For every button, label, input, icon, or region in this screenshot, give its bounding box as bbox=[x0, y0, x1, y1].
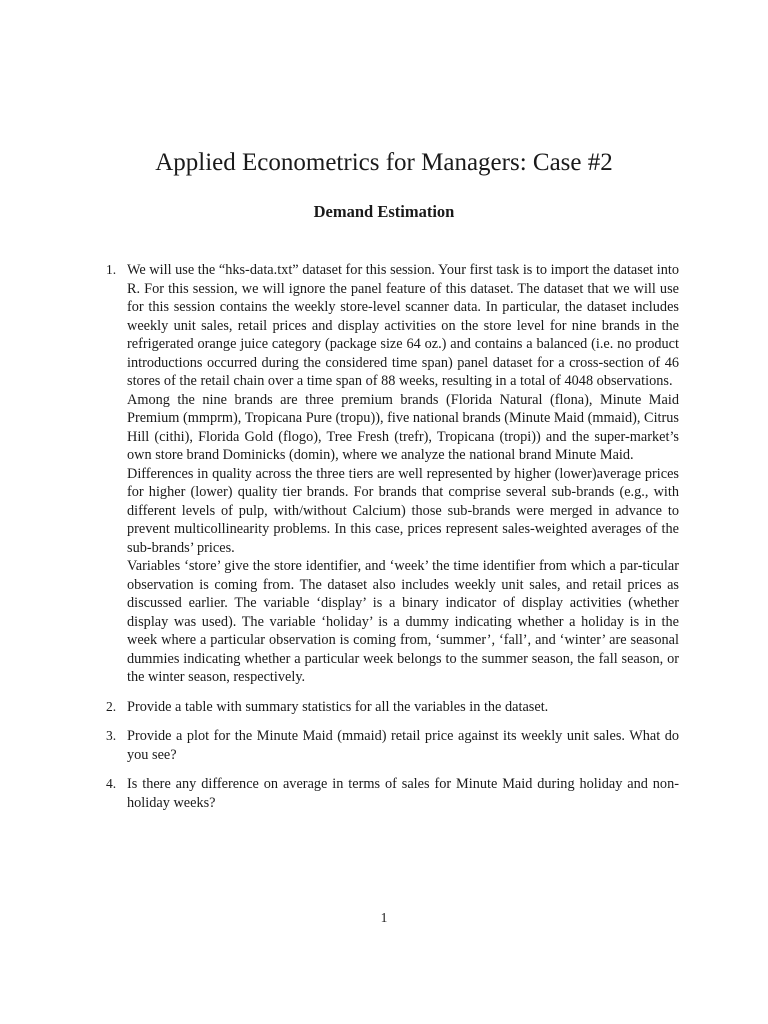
question-number: 4. bbox=[106, 776, 117, 791]
question-paragraph: Among the nine brands are three premium brands (Florida Natural (flona), Minute Maid Premium (mmprm), Tropicana Pure (tropu)), five national brands (Minute Maid (mmaid), Citrus Hill (cithi), Florida Gold (flogo), Tree Fresh (trefr), Tropicana (tropi)) and the super-market’s own store brand Dominicks (domin), where we analyze the national brand Minute Maid. bbox=[127, 391, 679, 463]
question-paragraph: Provide a plot for the Minute Maid (mmaid) retail price against its weekly unit sales. What do you see? bbox=[127, 728, 679, 763]
question-paragraph: Is there any difference on average in terms of sales for Minute Maid during holiday and non-holiday weeks? bbox=[127, 776, 679, 811]
question-paragraph: Differences in quality across the three tiers are well represented by higher (lower)average prices for higher (lower) quality tier brands. For brands that comprise several sub-brands (e.g., with different levels of pulp, with/without Calcium) those sub-brands were merged in advance to prevent multicollinearity problems. In this case, prices represent sales-weighted averages of the sub-brands’ prices. bbox=[127, 465, 679, 556]
document-subtitle: Demand Estimation bbox=[313, 202, 455, 221]
question-number: 2. bbox=[106, 698, 117, 714]
question-item-4 bbox=[106, 775, 679, 812]
question-paragraph: Variables ‘store’ give the store identifier, and ‘week’ the time identifier from which a par-ticular observation is coming from. The dataset also includes weekly unit sales, and retail prices as discussed earlier. The variable ‘display’ is a binary indicator of display activities (whether display was used). The variable ‘holiday’ is a dummy indicating whether a holiday is in the week where a particular observation is coming from, ‘summer’, ‘fall’, and ‘winter’ are seasonal dummies indicating whether a particular week belongs to the summer season, the fall season, or the winter season, respectively. bbox=[127, 558, 679, 685]
question-item-3 bbox=[106, 727, 679, 764]
question-item-2 bbox=[106, 698, 679, 717]
question-item-1 bbox=[106, 261, 679, 687]
question-number: 1. bbox=[106, 262, 117, 277]
question-number: 3. bbox=[106, 728, 117, 743]
document-title: Applied Econometrics for Managers: Case #2 bbox=[155, 149, 613, 176]
question-paragraph: Provide a table with summary statistics for all the variables in the dataset. bbox=[127, 698, 549, 715]
question-paragraph: We will use the “hks-data.txt” dataset for this session. Your first task is to import the dataset into R. For this session, we will ignore the panel feature of this dataset. The dataset that we will use for this session contains the weekly store-level scanner data. In particular, the dataset includes weekly unit sales, retail prices and display activities on the store level for nine brands in the refrigerated orange juice category (package size 64 oz.) and contains a balanced (i.e. no product introductions occurred during the considered time span) panel dataset for a cross-section of 46 stores of the retail chain over a time span of 88 weeks, resulting in a total of 4048 observations. bbox=[127, 262, 679, 389]
page-number: 1 bbox=[380, 910, 388, 925]
question-list bbox=[106, 261, 679, 823]
